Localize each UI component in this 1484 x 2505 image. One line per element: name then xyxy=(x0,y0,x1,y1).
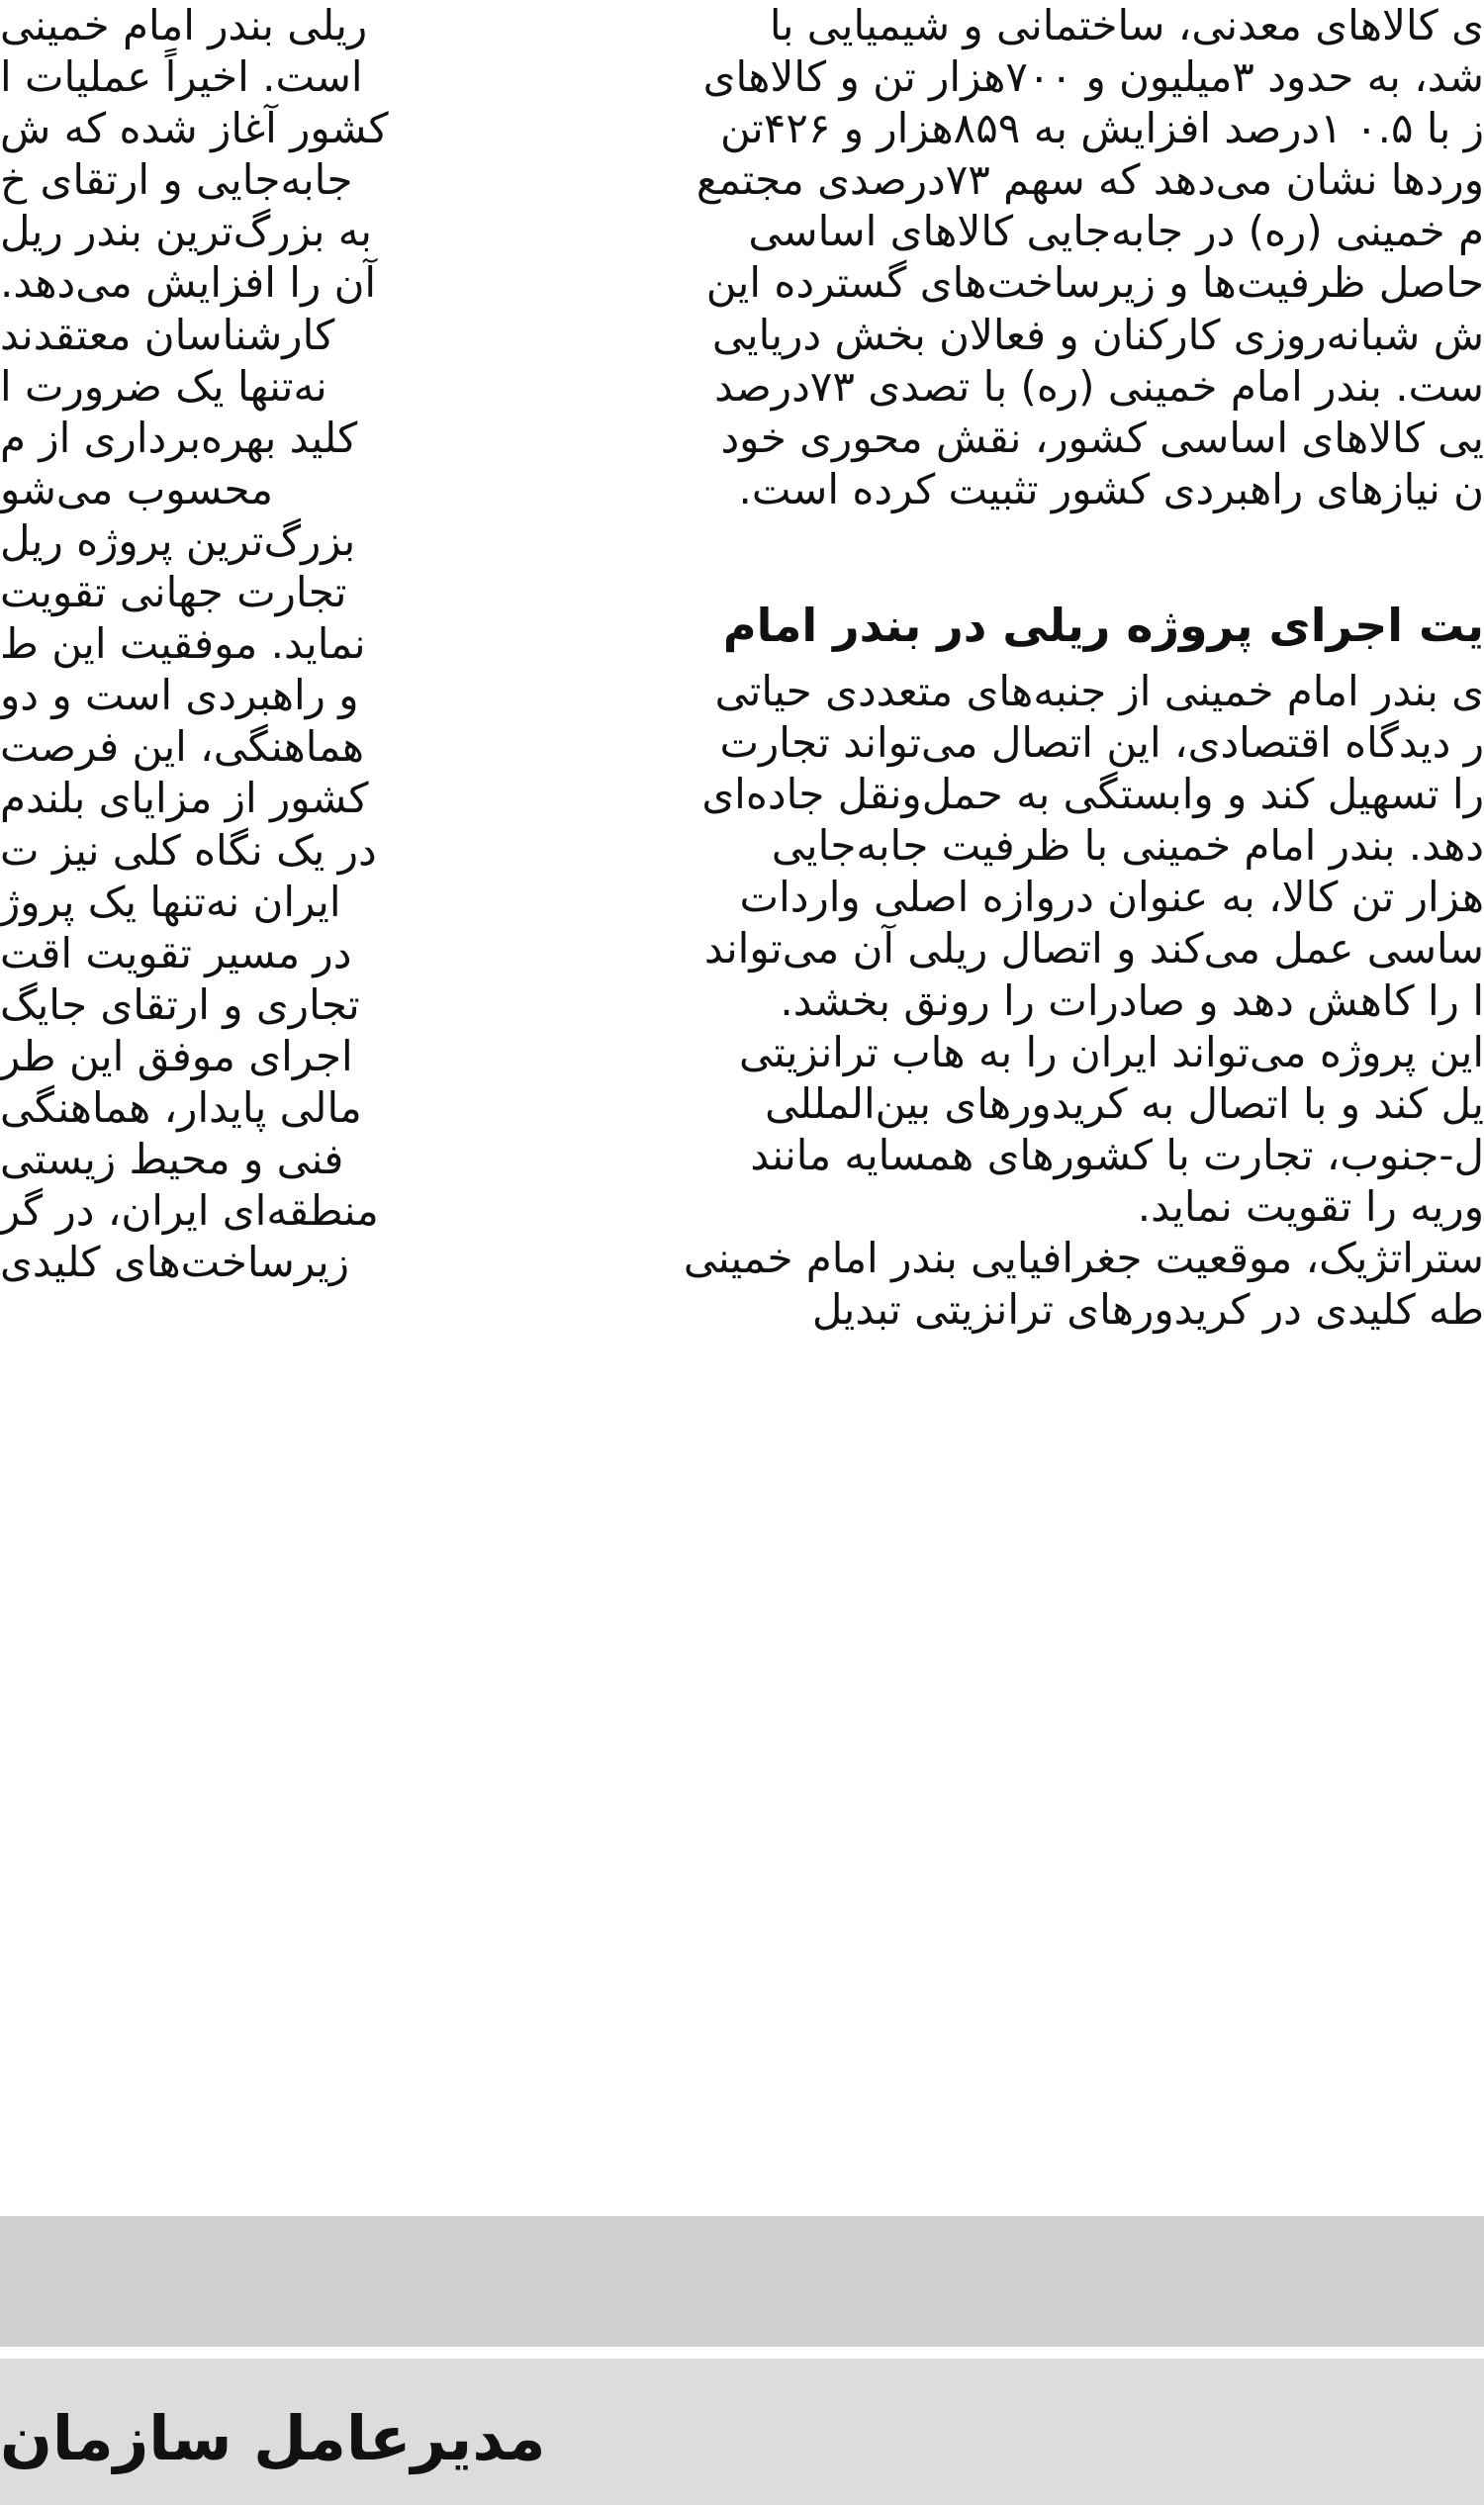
text-line: آن را افزایش می‌دهد. xyxy=(0,258,377,308)
text-line: وردها نشان می‌دهد که سهم ۷۳درصدی مجتمع xyxy=(696,155,1484,205)
text-line: زیرساخت‌های کلیدی xyxy=(0,1238,350,1287)
text-line: ریلی بندر امام خمینی xyxy=(0,1,368,49)
text-line: یل کند و با اتصال به کریدورهای بین‌المللی xyxy=(765,1078,1484,1128)
text-line: به بزرگ‌ترین بندر ریل xyxy=(0,207,372,256)
text-line: ل-جنوب، تجارت با کشورهای همسایه مانند xyxy=(750,1130,1484,1179)
text-line: دهد. بندر امام خمینی با ظرفیت جابه‌جایی xyxy=(771,821,1484,871)
text-line: کلید بهره‌برداری از م xyxy=(0,413,358,462)
text-line: کشور آغاز شده که ش xyxy=(0,104,389,153)
text-line: ی بندر امام خمینی از جنبه‌های متعددی حیاتی xyxy=(714,666,1484,715)
text-line: تجاری و ارتقای جایگ xyxy=(0,979,360,1029)
text-line: منطقه‌ای ایران، در گر xyxy=(0,1186,379,1236)
text-line: طه کلیدی در کریدورهای ترانزیتی تبدیل xyxy=(811,1285,1484,1335)
text-line: جابه‌جایی و ارتقای خ xyxy=(0,155,353,205)
text-line: ی کالاهای معدنی، ساختمانی و شیمیایی با xyxy=(769,1,1484,49)
text-line: است. اخیراً عملیات ا xyxy=(0,52,363,102)
text-line: هماهنگی، این فرصت xyxy=(0,722,364,772)
text-line: وریه را تقویت نماید. xyxy=(1137,1181,1484,1231)
text-line: ست. بندر امام خمینی (ره) با تصدی ۷۳درصد xyxy=(714,361,1484,411)
text-line: م خمینی (ره) در جابه‌جایی کالاهای اساسی xyxy=(748,207,1484,256)
text-line: اجرای موفق این طر xyxy=(0,1031,353,1080)
text-line: کارشناسان معتقدند xyxy=(0,310,335,359)
text-line: نماید. موفقیت این ط xyxy=(0,619,366,669)
text-line: این پروژه می‌تواند ایران را به هاب ترانزیتی xyxy=(739,1027,1484,1076)
gray-separator-band xyxy=(0,2216,1484,2347)
text-line: هزار تن کالا، به عنوان دروازه اصلی واردات xyxy=(739,873,1484,922)
text-line: ا را کاهش دهد و صادرات را رونق بخشد. xyxy=(780,975,1484,1025)
text-line: ساسی عمل می‌کند و اتصال ریلی آن می‌تواند xyxy=(703,924,1484,974)
text-line: و راهبردی است و دو xyxy=(0,671,359,720)
text-line: ش شبانه‌روزی کارکنان و فعالان بخش دریایی xyxy=(711,310,1484,359)
text-line: فنی و محیط زیستی xyxy=(0,1135,344,1184)
text-line: تجارت جهانی تقویت xyxy=(0,568,347,617)
paragraph-left xyxy=(0,0,445,1288)
text-line: بزرگ‌ترین پروژه ریل xyxy=(0,515,356,565)
paragraph-1 xyxy=(534,0,1484,515)
text-line: ر دیدگاه اقتصادی، این اتصال می‌تواند تجارت xyxy=(719,718,1484,768)
article-column-left xyxy=(0,0,445,1288)
section-subheading: یت اجرای پروژه ریلی در بندر امام xyxy=(722,598,1484,652)
section-gap xyxy=(534,515,1484,585)
text-line: حاصل ظرفیت‌ها و زیرساخت‌های گسترده این xyxy=(705,258,1484,308)
text-line: محسوب می‌شو xyxy=(0,464,274,513)
text-line: را تسهیل کند و وابستگی به حمل‌ونقل جاده‌ای xyxy=(701,770,1484,819)
text-line: یی کالاهای اساسی کشور، نقش محوری خود xyxy=(720,413,1484,462)
text-line: نه‌تنها یک ضرورت ا xyxy=(0,361,327,411)
article-column-right xyxy=(534,0,1484,1336)
text-line: ز با ۰.۵ ۱درصد افزایش به ۸۵۹هزار و ۴۲۶تن xyxy=(720,104,1484,153)
text-line: در یک نگاه کلی نیز ت xyxy=(0,825,377,875)
text-line: ایران نه‌تنها یک پروژ xyxy=(0,877,341,926)
text-line: مالی پایدار، هماهنگی xyxy=(0,1082,362,1132)
text-line: کشور از مزایای بلندم xyxy=(0,774,369,823)
text-line: در مسیر تقویت اقت xyxy=(0,928,352,977)
text-line: ستراتژیک، موقعیت جغرافیایی بندر امام خمینی xyxy=(683,1233,1484,1282)
text-line: شد، به حدود ۳میلیون و ۷۰۰هزار تن و کالاهای xyxy=(702,52,1484,102)
paragraph-2 xyxy=(534,666,1484,1336)
text-line: ن نیازهای راهبردی کشور تثبیت کرده است. xyxy=(738,464,1484,513)
next-article-headline: مدیرعامل سازمان xyxy=(0,2402,546,2474)
